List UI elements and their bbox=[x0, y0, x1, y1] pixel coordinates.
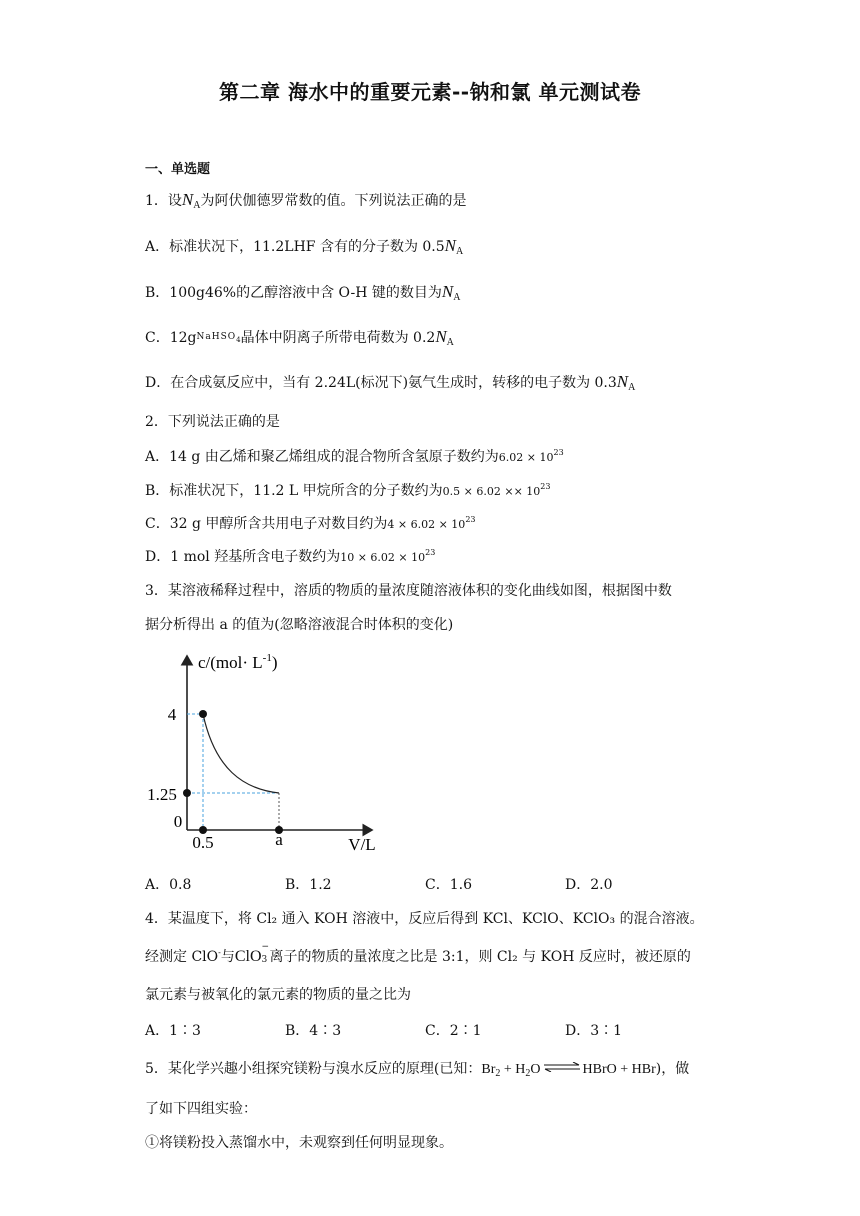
na-symbol bbox=[435, 327, 454, 346]
q3-options bbox=[145, 874, 705, 894]
q4-clo-text: 经测定 ClO bbox=[145, 949, 219, 965]
q1-option-c-prefix: C．12g bbox=[145, 330, 197, 346]
br2-subscript: 2 bbox=[495, 1068, 501, 1079]
h2-subscript: 2 bbox=[525, 1068, 531, 1079]
products: HBrO + HBr bbox=[582, 1062, 656, 1077]
q5-stem-suffix: )，做 bbox=[655, 1061, 690, 1077]
sci-notation: 0.5 × 6.02 ×× 10 bbox=[442, 485, 541, 498]
q4-option-d: D．3∶1 bbox=[565, 1023, 623, 1039]
na-subscript: A bbox=[193, 200, 201, 211]
question-4-line2 bbox=[145, 942, 691, 966]
equilibrium-arrows-icon bbox=[543, 1062, 581, 1072]
q4-option-a: A．1∶3 bbox=[145, 1023, 201, 1039]
sci-notation: 6.02 × 10 bbox=[498, 451, 554, 464]
q1-option-b bbox=[145, 282, 461, 303]
question-4-line1: 4．某温度下，将 Cl₂ 通入 KOH 溶液中，反应后得到 KCl、KClO、KClO₃ 的混合溶液。 bbox=[145, 911, 704, 927]
question-4-line3: 氯元素与被氧化的氯元素的物质的量之比为 bbox=[145, 987, 411, 1003]
page-title: 第二章 海水中的重要元素--钠和氯 单元测试卷 bbox=[218, 80, 642, 104]
na-subscript: A bbox=[453, 292, 461, 303]
q4-options bbox=[145, 1020, 705, 1040]
question-3-stem-line2: 据分析得出 a 的值为(忽略溶液混合时体积的变化) bbox=[145, 617, 454, 633]
na-letter: N bbox=[181, 190, 194, 209]
q2-option-c bbox=[145, 513, 476, 533]
q1-option-d-text: D．在合成氨反应中，当有 2.24L(标况下)氨气生成时，转移的电子数为 0.3 bbox=[145, 375, 617, 391]
exponent: 23 bbox=[553, 448, 564, 457]
na-subscript: A bbox=[446, 337, 454, 348]
nahso4-formula: NaHSO bbox=[196, 332, 237, 342]
dilution-curve bbox=[203, 714, 279, 793]
question-3-stem-line1: 3．某溶液稀释过程中，溶质的物质的量浓度随溶液体积的变化曲线如图，根据图中数 bbox=[145, 583, 672, 599]
question-5-line1 bbox=[145, 1058, 689, 1079]
q2-option-a-text: A．14 g 由乙烯和聚乙烯组成的混合物所含氢原子数约为 bbox=[145, 449, 499, 465]
clo3-subscript: 3 bbox=[261, 955, 268, 965]
q4-line2-rest: 离子的物质的量浓度之比是 3:1，则 Cl₂ 与 KOH 反应时，被还原的 bbox=[269, 949, 691, 965]
x-tick-0.5: 0.5 bbox=[192, 833, 214, 852]
q1-option-c bbox=[145, 327, 454, 348]
clo3-scripts bbox=[261, 942, 270, 965]
clo3-symbol: ClO bbox=[234, 948, 262, 965]
x-tick-a: a bbox=[275, 830, 283, 849]
question-1-stem bbox=[145, 190, 467, 211]
sci-notation: 10 × 6.02 × 10 bbox=[340, 551, 426, 564]
q2-option-b-text: B．标准状况下，11.2 L 甲烷所含的分子数约为 bbox=[145, 483, 443, 499]
q2-option-a bbox=[145, 446, 564, 466]
dashed-guides bbox=[187, 714, 279, 830]
y-tick-1.25: 1.25 bbox=[147, 785, 177, 804]
br2-symbol: Br bbox=[481, 1062, 496, 1077]
point-0.5-4 bbox=[199, 710, 207, 718]
question-5-line2: 了如下四组实验： bbox=[145, 1101, 257, 1117]
q1-stem-prefix: 1．设 bbox=[145, 193, 182, 209]
x-axis-label: V/L bbox=[348, 835, 376, 854]
clo3-charge: − bbox=[261, 942, 270, 952]
na-letter: N bbox=[616, 372, 629, 391]
na-symbol bbox=[182, 190, 201, 209]
q2-option-d bbox=[145, 546, 435, 566]
na-symbol bbox=[617, 372, 636, 391]
q2-option-d-text: D．1 mol 羟基所含电子数约为 bbox=[145, 549, 341, 565]
q5-stem-prefix: 5．某化学兴趣小组探究镁粉与溴水反应的原理(已知： bbox=[145, 1061, 482, 1077]
section-heading: 一、单选题 bbox=[145, 162, 211, 177]
y-axis-label: $c/(mol\cdot L^{-1})$ bbox=[198, 652, 278, 672]
nahso4-subscript: 4 bbox=[236, 336, 241, 344]
q1-option-a bbox=[145, 236, 463, 257]
na-subscript: A bbox=[628, 382, 636, 393]
q4-option-b: B．4∶3 bbox=[285, 1023, 342, 1039]
q2-option-c-text: C．32 g 甲醇所含共用电子对数目约为 bbox=[145, 516, 388, 532]
y-tick-4: 4 bbox=[167, 705, 177, 724]
q1-option-b-text: B．100g46%的乙醇溶液中含 O-H 键的数目为 bbox=[145, 285, 442, 301]
q4-option-c: C．2∶1 bbox=[425, 1023, 482, 1039]
na-letter: N bbox=[444, 236, 457, 255]
plus-h: + H bbox=[500, 1062, 526, 1077]
exponent: 23 bbox=[540, 482, 551, 491]
q4-clo-charge: - bbox=[218, 948, 221, 957]
q1-option-a-text: A．标准状况下，11.2LHF 含有的分子数为 0.5 bbox=[145, 239, 445, 255]
q3-option-d: D．2.0 bbox=[565, 877, 613, 893]
concentration-volume-chart bbox=[140, 648, 390, 858]
data-points bbox=[183, 710, 283, 834]
q4-connector: 与 bbox=[220, 949, 235, 965]
exponent: 23 bbox=[465, 515, 476, 524]
q3-option-a: A．0.8 bbox=[145, 877, 192, 893]
na-symbol bbox=[445, 236, 464, 255]
na-symbol bbox=[442, 282, 461, 301]
exponent: 23 bbox=[425, 548, 436, 557]
na-letter: N bbox=[435, 327, 447, 346]
sci-notation: 4 × 6.02 × 10 bbox=[387, 518, 466, 531]
o-symbol: O bbox=[530, 1062, 541, 1077]
y-marker-1.25 bbox=[183, 789, 191, 797]
q1-option-d bbox=[145, 372, 635, 393]
equilibrium-equation bbox=[481, 1062, 655, 1077]
q1-option-c-suffix: 晶体中阴离子所带电荷数为 0.2 bbox=[240, 330, 436, 346]
question-2-stem: 2．下列说法正确的是 bbox=[145, 414, 280, 430]
na-letter: N bbox=[441, 282, 454, 301]
q3-option-b: B．1.2 bbox=[285, 877, 332, 893]
origin-label: 0 bbox=[173, 812, 183, 831]
q3-option-c: C．1.6 bbox=[425, 877, 472, 893]
q2-option-b bbox=[145, 480, 550, 500]
na-subscript: A bbox=[456, 246, 464, 257]
q1-stem-suffix: 为阿伏伽德罗常数的值。下列说法正确的是 bbox=[200, 193, 467, 209]
question-5-line3: ①将镁粉投入蒸馏水中，未观察到任何明显现象。 bbox=[145, 1135, 453, 1151]
